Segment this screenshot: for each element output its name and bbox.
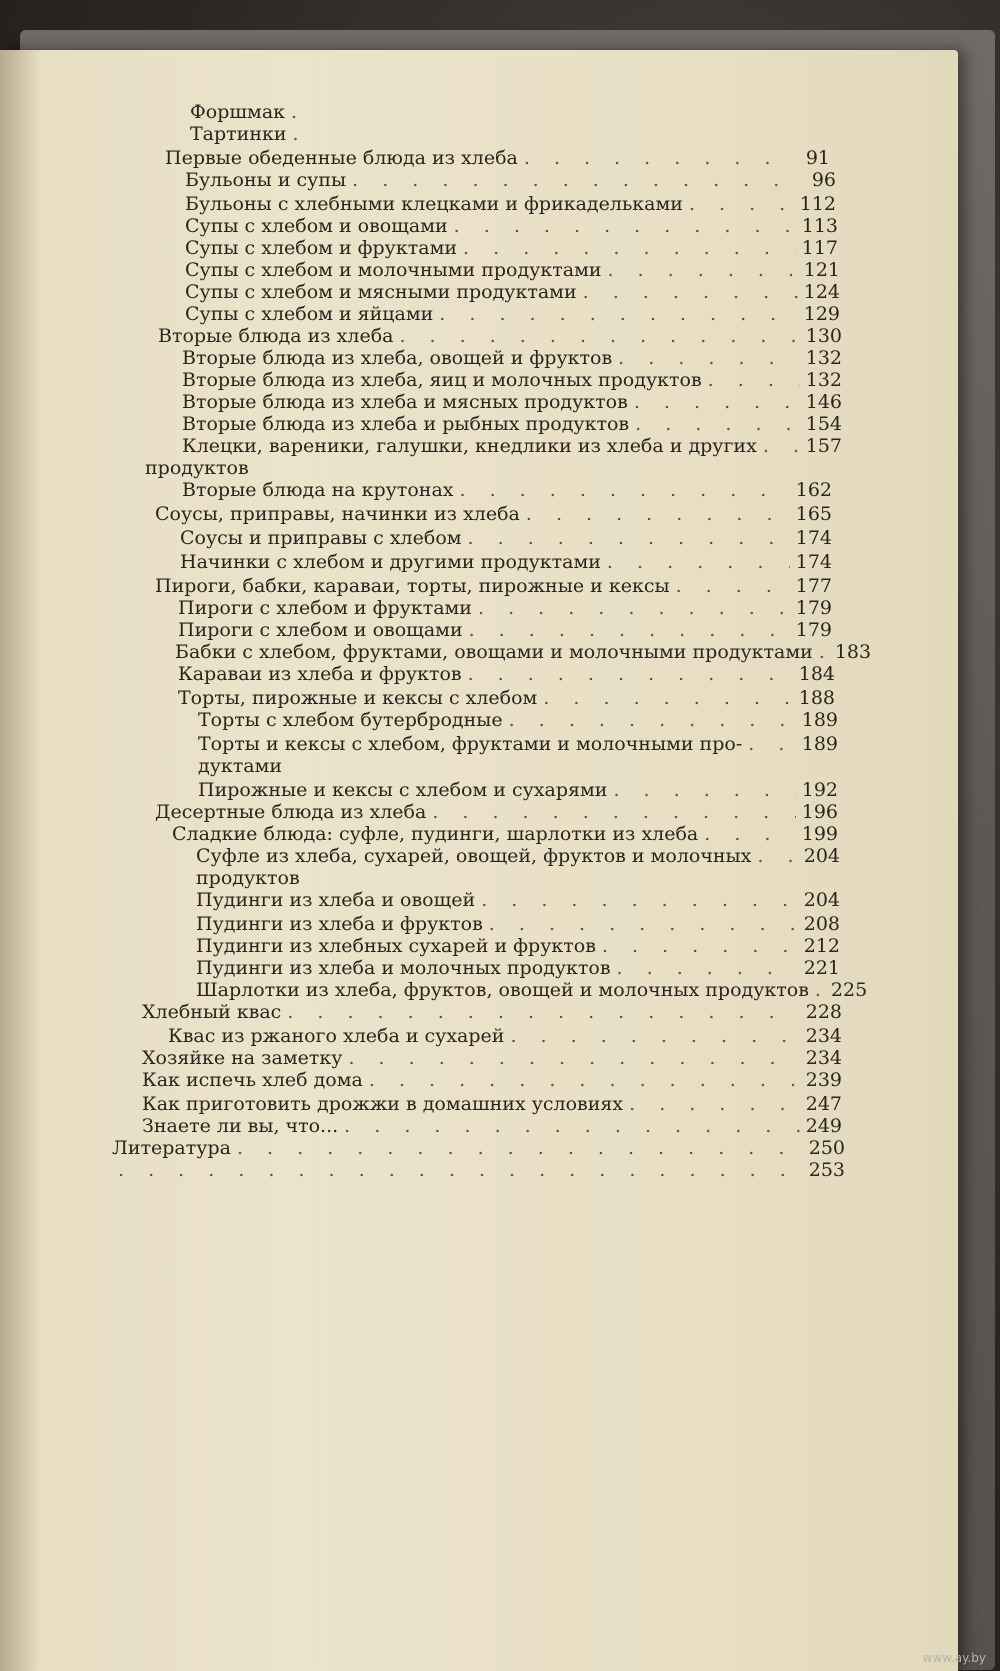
toc-entry-title: Супы с хлебом и мясными продуктами	[185, 281, 577, 303]
toc-entry-page: 189	[801, 709, 838, 731]
toc-entry-title: Караваи из хлеба и фруктов	[178, 663, 462, 685]
toc-entry-page: 253	[808, 1159, 845, 1181]
toc-entry-page: 250	[808, 1137, 845, 1159]
toc-entry-title: Вторые блюда на крутонах	[182, 479, 454, 501]
toc-entry-page: 196	[801, 801, 838, 823]
toc-entry-page: 249	[805, 1115, 842, 1137]
toc-entry-title: Вторые блюда из хлеба и рыбных продуктов	[182, 413, 630, 435]
toc-leader-dots	[460, 478, 790, 502]
toc-leader-dots	[293, 122, 303, 146]
toc-entry-title-continued: продуктов	[145, 457, 249, 479]
toc-entry-title: Супы с хлебом и фруктами	[185, 237, 458, 259]
toc-leader-dots	[629, 1092, 800, 1116]
toc-entry-page: 221	[803, 957, 840, 979]
toc-entry	[182, 346, 842, 370]
toc-entry-title: Квас из ржаного хлеба и сухарей	[168, 1025, 505, 1047]
toc-entry-page: 130	[805, 325, 842, 347]
toc-entry-page: 132	[805, 369, 842, 391]
toc-entry-title: Клецки, вареники, галушки, кнедлики из хлеба и других	[182, 435, 757, 457]
toc-leader-dots	[118, 1158, 803, 1182]
toc-leader-dots	[689, 192, 794, 216]
toc-entry	[142, 1046, 842, 1070]
toc-leader-dots	[763, 434, 800, 458]
toc-leader-dots	[463, 236, 796, 260]
toc-entry-title: Тартинки	[190, 123, 287, 145]
toc-entry-page: 165	[795, 503, 832, 525]
toc-leader-dots	[489, 912, 798, 936]
toc-entry-title: Суфле из хлеба, сухарей, овощей, фруктов и молочных	[196, 845, 752, 867]
toc-entry	[112, 1136, 845, 1160]
toc-leader-dots	[399, 324, 799, 348]
toc-entry-title: Пудинги из хлеба и фруктов	[196, 913, 483, 935]
toc-leader-dots	[607, 550, 790, 574]
toc-entry-title: Пудинги из хлеба и овощей	[196, 889, 476, 911]
toc-entry	[185, 168, 836, 192]
toc-entry-page: 179	[795, 619, 832, 641]
toc-entry	[198, 708, 838, 732]
toc-entry-page: 112	[799, 193, 836, 215]
toc-entry	[182, 412, 842, 436]
toc-entry-title: Супы с хлебом и яйцами	[185, 303, 434, 325]
toc-entry-page: 124	[803, 281, 840, 303]
table-of-contents	[0, 50, 958, 1671]
toc-entry-page: 113	[801, 215, 838, 237]
toc-entry-title: Хозяйке на заметку	[142, 1047, 343, 1069]
toc-leader-dots	[510, 1024, 799, 1048]
toc-leader-dots	[352, 168, 796, 192]
toc-entry-title: Супы с хлебом и молочными продуктами	[185, 259, 602, 281]
toc-leader-dots	[815, 978, 825, 1002]
toc-entry-title: Соусы, приправы, начинки из хлеба	[155, 503, 520, 525]
toc-leader-dots	[676, 574, 790, 598]
toc-entry-title: Вторые блюда из хлеба, яиц и молочных продуктов	[182, 369, 702, 391]
toc-entry	[112, 1158, 845, 1182]
toc-entry	[142, 1000, 842, 1024]
toc-entry	[196, 978, 868, 1002]
toc-leader-dots	[543, 686, 792, 710]
toc-leader-dots	[634, 390, 800, 414]
toc-entry-page: 228	[805, 1001, 842, 1023]
toc-entry-page: 146	[805, 391, 842, 413]
toc-entry-page: 188	[798, 687, 835, 709]
toc-entry-page: 192	[801, 779, 838, 801]
toc-entry	[182, 368, 842, 392]
toc-entry	[196, 956, 840, 980]
toc-entry	[178, 662, 835, 686]
toc-leader-dots	[613, 778, 795, 802]
toc-entry	[142, 1092, 842, 1116]
toc-entry-title: Торты, пирожные и кексы с хлебом	[178, 687, 538, 709]
toc-leader-dots	[287, 1000, 799, 1024]
toc-entry-title: Знаете ли вы, что...	[142, 1115, 339, 1137]
toc-entry	[196, 844, 840, 868]
toc-leader-dots	[348, 1046, 799, 1070]
toc-entry-page: 132	[805, 347, 842, 369]
toc-leader-dots	[524, 146, 790, 170]
toc-leader-dots	[748, 732, 795, 756]
toc-entry-page: 204	[803, 845, 840, 867]
toc-leader-dots	[526, 502, 790, 526]
toc-leader-dots	[454, 214, 796, 238]
toc-entry-title: Десертные блюда из хлеба	[155, 801, 427, 823]
toc-entry	[172, 822, 838, 846]
toc-entry	[182, 434, 842, 458]
toc-entry-title: Пироги с хлебом и овощами	[178, 619, 463, 641]
toc-entry	[185, 214, 838, 238]
toc-entry-title-continued: продуктов	[196, 867, 300, 889]
toc-entry	[196, 888, 840, 912]
toc-leader-dots	[608, 258, 798, 282]
toc-entry	[185, 302, 840, 326]
toc-entry	[180, 526, 832, 550]
toc-entry-title: Бульоны с хлебными клецками и фрикадельками	[185, 193, 683, 215]
toc-leader-dots	[469, 618, 790, 642]
toc-entry-page: 174	[795, 527, 832, 549]
toc-entry	[178, 686, 835, 710]
toc-entry	[182, 478, 832, 502]
toc-leader-dots	[439, 302, 797, 326]
toc-leader-dots	[468, 526, 790, 550]
toc-entry	[198, 778, 838, 802]
toc-entry-title: Бульоны и супы	[185, 169, 347, 191]
toc-entry	[142, 1114, 842, 1138]
toc-entry	[175, 640, 872, 664]
watermark: www.ay.by	[922, 1651, 986, 1665]
toc-entry-title: Соусы и приправы с хлебом	[180, 527, 462, 549]
toc-leader-dots	[819, 640, 829, 664]
toc-entry-page: 91	[805, 147, 830, 169]
toc-entry-page: 247	[805, 1093, 842, 1115]
toc-entry-title: Супы с хлебом и овощами	[185, 215, 448, 237]
toc-entry-page: 212	[803, 935, 840, 957]
toc-entry-page: 121	[803, 259, 840, 281]
toc-entry-page: 184	[798, 663, 835, 685]
toc-leader-dots	[291, 100, 301, 124]
toc-entry	[185, 192, 836, 216]
toc-leader-dots	[583, 280, 798, 304]
toc-entry-page: 179	[795, 597, 832, 619]
toc-entry-page: 234	[805, 1047, 842, 1069]
toc-entry-page: 96	[811, 169, 836, 191]
toc-entry-title: Начинки с хлебом и другими продуктами	[180, 551, 601, 573]
toc-entry-title-continued: дуктами	[198, 755, 283, 777]
toc-entry-title: Пирожные и кексы с хлебом и сухарями	[198, 779, 608, 801]
toc-entry	[165, 146, 830, 170]
toc-entry-page: 225	[830, 979, 868, 1001]
book-page	[0, 50, 958, 1671]
toc-entry-title: Пудинги из хлеба и молочных продуктов	[196, 957, 611, 979]
toc-entry-page: 162	[795, 479, 832, 501]
toc-entry	[185, 236, 838, 260]
toc-leader-dots	[369, 1068, 800, 1092]
toc-leader-dots	[237, 1136, 803, 1160]
toc-leader-dots	[602, 934, 798, 958]
toc-entry	[168, 1024, 842, 1048]
toc-leader-dots	[509, 708, 796, 732]
toc-entry-title: Шарлотки из хлеба, фруктов, овощей и молочных продуктов	[196, 979, 809, 1001]
toc-entry-title: Бабки с хлебом, фруктами, овощами и молочными продуктами	[175, 641, 813, 663]
toc-entry	[142, 1068, 842, 1092]
toc-entry	[190, 100, 330, 124]
toc-entry	[155, 574, 832, 598]
toc-entry-title: Форшмак	[190, 101, 286, 123]
toc-entry-title: Пироги с хлебом и фруктами	[178, 597, 472, 619]
toc-leader-dots	[708, 368, 800, 392]
toc-leader-dots	[481, 888, 798, 912]
toc-entry-page: 157	[805, 435, 842, 457]
toc-entry	[196, 934, 840, 958]
toc-entry	[196, 912, 840, 936]
toc-leader-dots	[635, 412, 800, 436]
toc-entry-title: Сладкие блюда: суфле, пудинги, шарлотки из хлеба	[172, 823, 699, 845]
toc-entry-title: Вторые блюда из хлеба и мясных продуктов	[182, 391, 628, 413]
toc-entry-page: 239	[805, 1069, 842, 1091]
toc-entry	[155, 502, 832, 526]
toc-entry-page: 129	[803, 303, 840, 325]
toc-entry-title: Вторые блюда из хлеба	[158, 325, 394, 347]
toc-entry-page: 154	[805, 413, 842, 435]
toc-leader-dots	[757, 844, 797, 868]
toc-entry	[178, 618, 832, 642]
toc-entry-title: Хлебный квас	[142, 1001, 282, 1023]
toc-entry	[182, 390, 842, 414]
toc-entry-title: Как приготовить дрожжи в домашних условиях	[142, 1093, 624, 1115]
toc-entry-title: Как испечь хлеб дома	[142, 1069, 363, 1091]
toc-entry-page: 177	[795, 575, 832, 597]
toc-leader-dots	[704, 822, 795, 846]
toc-entry-page: 117	[801, 237, 838, 259]
toc-entry-title: Пироги, бабки, караваи, торты, пирожные и кексы	[155, 575, 670, 597]
toc-leader-dots	[432, 800, 795, 824]
toc-entry-title: Первые обеденные блюда из хлеба	[165, 147, 518, 169]
toc-entry	[185, 258, 840, 282]
toc-entry-title: Пудинги из хлебных сухарей и фруктов	[196, 935, 596, 957]
toc-entry-title: Вторые блюда из хлеба, овощей и фруктов	[182, 347, 613, 369]
toc-leader-dots	[618, 346, 800, 370]
toc-entry	[178, 596, 832, 620]
toc-entry-page: 174	[795, 551, 832, 573]
toc-entry	[198, 732, 838, 756]
toc-leader-dots	[478, 596, 790, 620]
toc-leader-dots	[617, 956, 798, 980]
toc-entry-title: Торты и кексы с хлебом, фруктами и молочными про-	[198, 733, 743, 755]
toc-leader-dots	[468, 662, 793, 686]
toc-entry-page: 199	[801, 823, 838, 845]
toc-entry-page: 208	[803, 913, 840, 935]
toc-entry-page: 234	[805, 1025, 842, 1047]
toc-entry	[180, 550, 832, 574]
toc-entry-title: Литература	[112, 1137, 231, 1159]
toc-leader-dots	[344, 1114, 800, 1138]
toc-entry-page: 204	[803, 889, 840, 911]
toc-entry-page: 189	[801, 733, 838, 755]
toc-entry	[158, 324, 842, 348]
toc-entry-page: 183	[834, 641, 872, 663]
toc-entry	[155, 800, 838, 824]
toc-entry	[190, 122, 330, 146]
toc-entry-title: Торты с хлебом бутербродные	[198, 709, 503, 731]
toc-entry	[185, 280, 840, 304]
